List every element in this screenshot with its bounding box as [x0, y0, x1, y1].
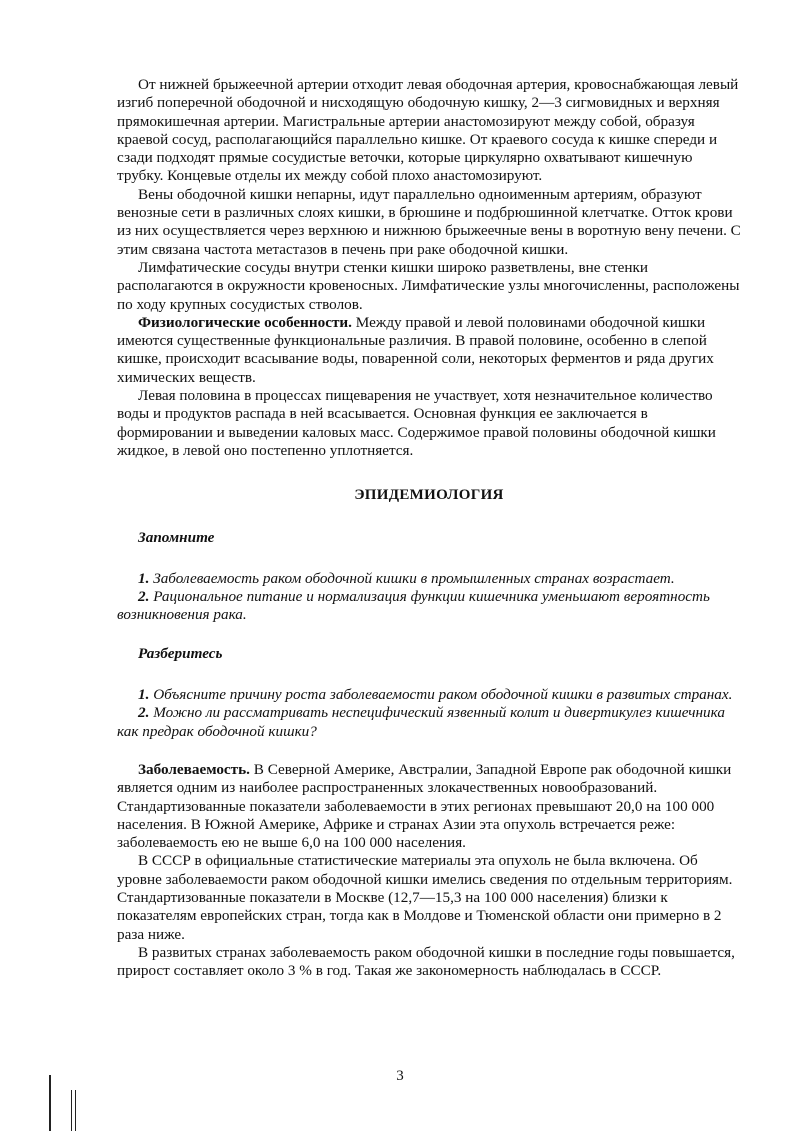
- page-number: 3: [396, 1068, 404, 1084]
- figure-out-title: Разберитесь: [138, 644, 223, 662]
- paragraph-physiology: [117, 314, 741, 387]
- figure-out-item: 1. Объясните причину роста заболеваемости раком ободочной кишки в развитых странах.: [138, 686, 733, 704]
- section-heading: ЭПИДЕМИОЛОГИЯ: [354, 487, 504, 504]
- incidence-lead: Заболеваемость.: [138, 760, 250, 778]
- paragraph-trend: В развитых странах заболеваемость раком ободочной кишки в последние годы повышается, прирост составляет около 3 % в год. Такая же закономерность наблюдалась в СССР.: [117, 943, 735, 980]
- remember-item: 1. Заболеваемость раком ободочной кишки в промышленных странах возрастает.: [138, 569, 675, 587]
- paragraph-ussr: В СССР в официальные статистические материалы эта опухоль не была включена. Об уровне заболеваемости раком ободочной кишки имелись сведения по отдельным территориям. Стандартизованные показатели в Москве (12,7—15,3 на 100 000 населения) близки к показателям европейских стран, тогда как в Молдове и Тюменской области они примерно в 2 раза ниже.: [117, 852, 733, 943]
- paragraph-veins: Вены ободочной кишки непарны, идут параллельно одноименным артериям, образуют венозные сети в различных слоях кишки, в брюшине и подбрюшинной клетчатке. Отток крови из них осуществляется через верхнюю и нижнюю брыжеечные вены в воротную вену печени. С этим связана частота метастазов в печень при раке ободочной кишки.: [117, 185, 741, 258]
- paragraph-lymphatics: Лимфатические сосуды внутри стенки кишки широко разветвлены, вне стенки располагаются в окружности кровеносных. Лимфатические узлы многочисленны, расположены по ходу крупных сосудистых стволов.: [117, 258, 740, 313]
- margin-rule: [71, 1090, 72, 1131]
- physiology-lead: Физиологические особенности.: [138, 313, 352, 331]
- remember-title: Запомните: [138, 528, 215, 546]
- paragraph-incidence: [117, 761, 741, 852]
- figure-out-item: 2. Можно ли рассматривать неспецифический язвенный колит и дивертикулез кишечника как предрак ободочной кишки?: [117, 704, 725, 740]
- remember-item: 2. Рациональное питание и нормализация функции кишечника уменьшают вероятность возникновения рака.: [117, 588, 710, 624]
- document-page: [117, 76, 741, 980]
- margin-rule: [49, 1075, 51, 1131]
- margin-rule: [75, 1090, 76, 1131]
- incidence-text: В Северной Америке, Австралии, Западной Европе рак ободочной кишки является одним из наиболее распространенных злокачественных новообразований. Стандартизованные показатели заболеваемости в этих регионах превышают 20,0 на 100 000 населения. В Южной Америке, Африке и странах Азии эта опухоль встречается реже: заболеваемость ею не выше 6,0 на 100 000 населения.: [117, 760, 732, 852]
- paragraph-arteries: От нижней брыжеечной артерии отходит левая ободочная артерия, кровоснабжающая левый изгиб поперечной ободочной и нисходящую ободочную кишку, 2—3 сигмовидных и верхняя прямокишечная артерии. Магистральные артерии анастомозируют между собой, образуя краевой сосуд, располагающийся параллельно кишке. От краевого сосуда к кишке спереди и сзади подходят прямые сосудистые веточки, которые циркулярно охватывают кишечную трубку. Концевые отделы их между собой плохо анастомозируют.: [117, 76, 739, 185]
- paragraph-left-half: Левая половина в процессах пищеварения не участвует, хотя незначительное количество воды и продуктов распада в ней всасывается. Основная функция ее заключается в формировании и выведении каловых масс. Содержимое правой половины ободочной кишки жидкое, в левой оно постепенно уплотняется.: [117, 387, 716, 459]
- physiology-text: Между правой и левой половинами ободочной кишки имеются существенные функциональные различия. В правой половине, особенно в слепой кишке, происходит всасывание воды, поваренной соли, некоторых ферментов и ряда других химических веществ.: [117, 313, 714, 386]
